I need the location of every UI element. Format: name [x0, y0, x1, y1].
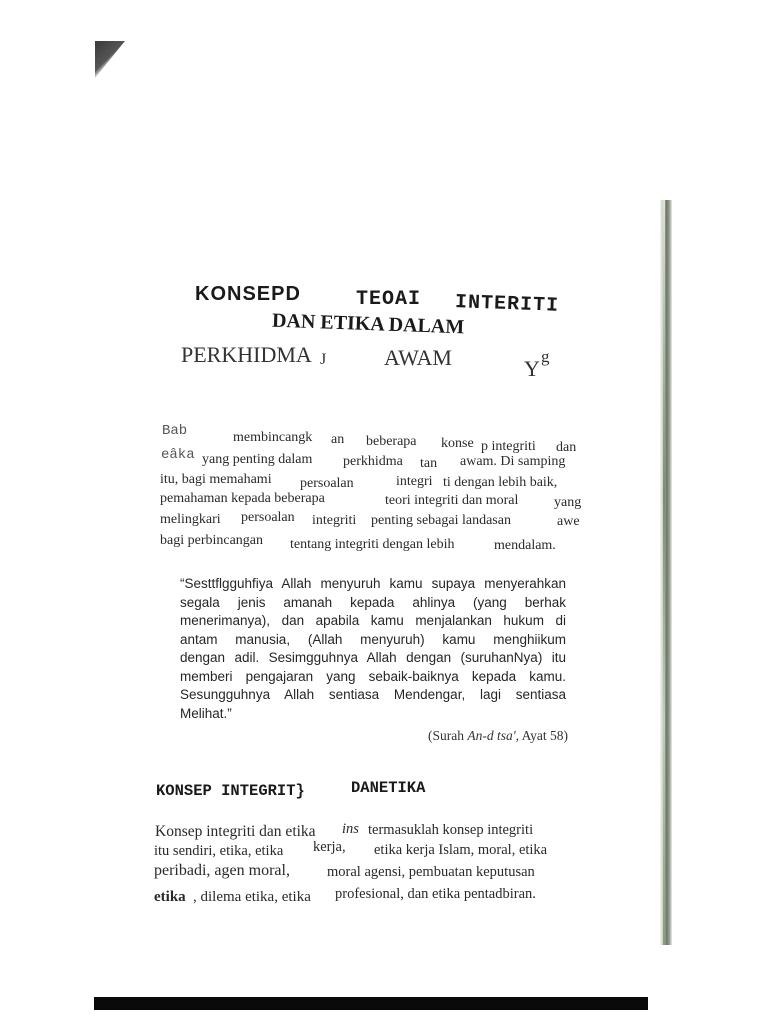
intro-word: awe — [557, 514, 580, 529]
title-word: g — [541, 347, 550, 366]
para-text: peribadi, agen moral, — [154, 862, 290, 879]
quote-line: “Sesttflgguhfiya Allah menyuruh kamu supaya menyerahkan — [180, 576, 566, 591]
para-text: termasuklah konsep integriti — [368, 822, 534, 838]
intro-word: pemahaman kepada beberapa — [160, 491, 325, 506]
title-word: DAN ETIKA DALAM — [271, 309, 465, 339]
citation-prefix: (Surah — [427, 728, 468, 743]
citation-surah: An-d tsa', — [467, 728, 519, 743]
title-word: J — [320, 351, 327, 368]
quote-line: dengan adil. Sesimgguhnya Allah dengan (suruhanNya) itu — [180, 650, 566, 665]
quote-line: segala jenis amanah kepada ahlinya (yang berhak — [180, 594, 566, 610]
intro-word: Bab — [162, 423, 188, 439]
corner-scan-mark — [95, 41, 125, 78]
intro-word: p integriti — [481, 439, 536, 454]
quote-line: Sesungguhnya Allah sentiasa Mendengar, lagi sentiasa — [180, 687, 566, 702]
quote-line: memberi pengajaran yang sebaik-baiknya kepada kamu. — [180, 668, 566, 684]
page-edge-strip — [660, 200, 672, 945]
bottom-bar — [94, 997, 648, 1010]
intro-word: penting sebagai landasan — [371, 513, 511, 528]
intro-word: konse — [441, 436, 474, 451]
intro-word: dan — [556, 440, 577, 455]
intro-word: yang penting dalam — [202, 452, 313, 467]
intro-word: perkhidma — [343, 454, 403, 469]
para-text: kerja, — [313, 839, 346, 855]
intro-word: awam. Di samping — [460, 454, 566, 469]
intro-word: membincangk — [233, 430, 313, 445]
intro-word: integriti — [312, 513, 357, 528]
section-heading-part: KONSEP INTEGRIT} — [156, 782, 305, 800]
title-word: Y — [524, 356, 540, 381]
para-text: moral agensi, pembuatan keputusan — [327, 864, 535, 880]
intro-word: beberapa — [366, 434, 417, 449]
para-text: etika — [154, 889, 186, 905]
intro-word: bagi perbincangan — [160, 533, 264, 548]
intro-word: yang — [554, 495, 582, 510]
para-text: itu sendiri, etika, etika — [154, 843, 284, 859]
intro-word: ti dengan lebih baik, — [443, 475, 558, 490]
intro-word: itu, bagi memahami — [160, 472, 272, 487]
title-word: TEOAI — [356, 288, 422, 311]
quran-quote — [180, 575, 566, 723]
intro-word: tan — [420, 456, 438, 471]
intro-word: an — [331, 432, 345, 447]
title-word: KONSEPD — [195, 283, 301, 305]
intro-word: persoalan — [300, 476, 354, 491]
para-text: etika kerja Islam, moral, etika — [374, 842, 548, 858]
quote-line: menerimanya), dan apabila kamu menjalankan hukum di — [180, 613, 566, 628]
intro-word: melingkari — [160, 512, 221, 527]
title-word: INTЕRITI — [454, 291, 560, 318]
quote-citation — [428, 728, 568, 744]
intro-word: eâka — [161, 447, 195, 463]
quote-line: Melihat.” — [180, 705, 232, 721]
para-text: ins — [342, 821, 359, 837]
para-text: profesional, dan etika pentadbiran. — [335, 886, 536, 902]
section-heading-part: DANETIKA — [351, 779, 426, 797]
title-word: PERKHIDMA — [181, 342, 312, 367]
intro-word: integri — [396, 474, 433, 489]
para-text: Konsep integriti dan etika — [155, 823, 316, 840]
quote-line: antam manusia, (Allah menyuruh) kamu menghiikum — [180, 631, 566, 647]
intro-word: persoalan — [241, 510, 295, 525]
title-word: AWAM — [384, 345, 452, 370]
para-text: , dilema etika, etika — [193, 889, 311, 905]
intro-word: mendalam. — [494, 538, 556, 553]
intro-word: teori integriti dan moral — [385, 493, 519, 508]
citation-suffix: Ayat 58) — [518, 728, 568, 743]
intro-word: tentang integriti dengan lebih — [290, 537, 455, 552]
